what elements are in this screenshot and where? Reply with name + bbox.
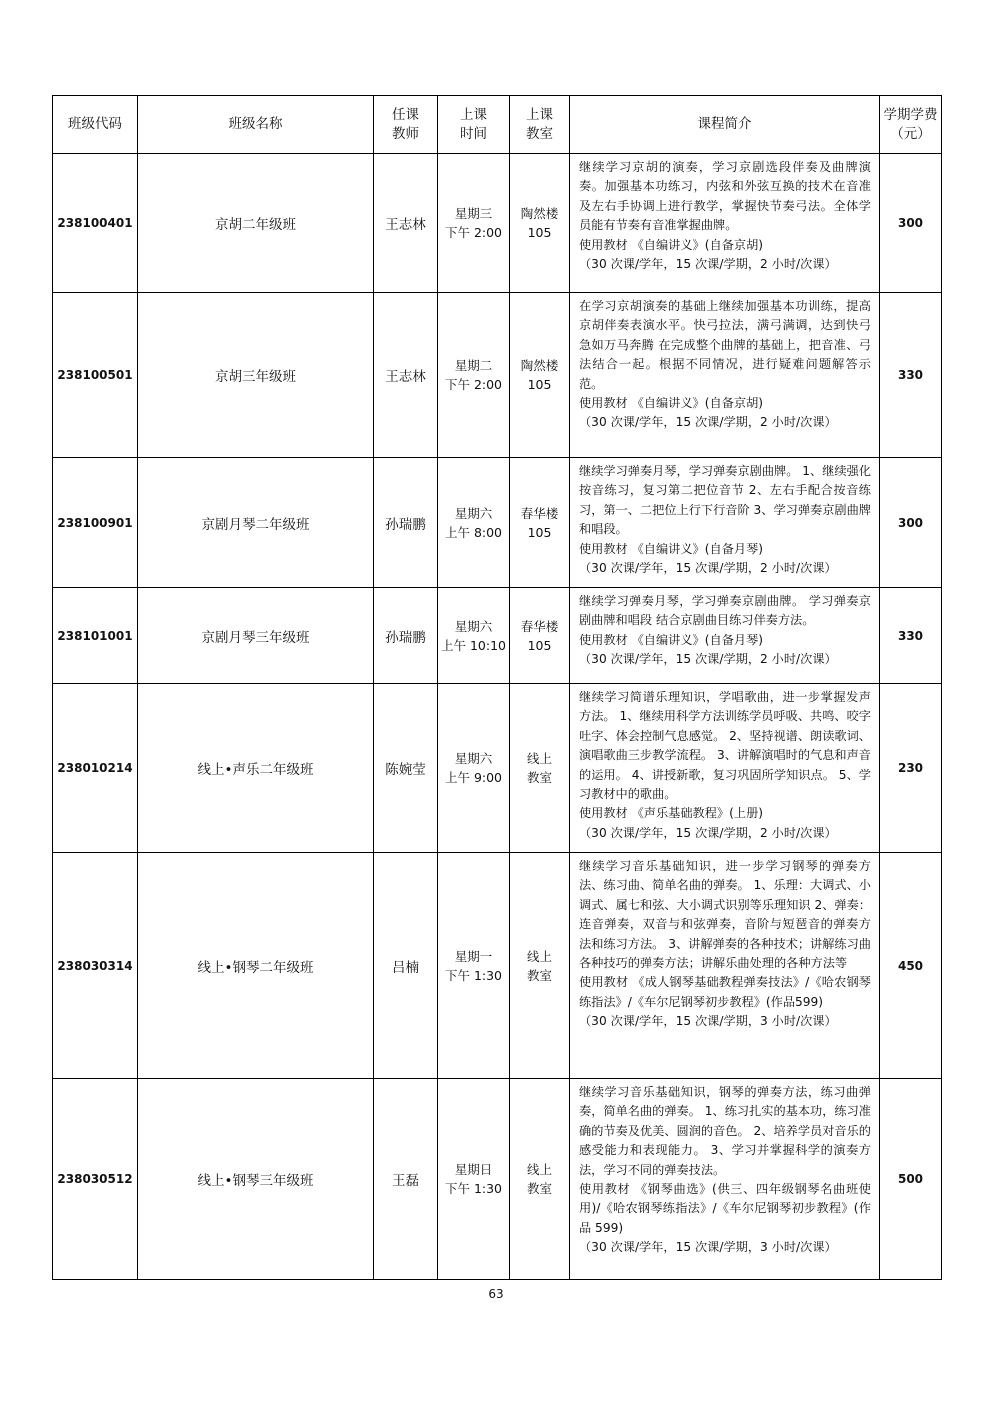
course-description: 继续学习弹奏月琴，学习弹奏京剧曲牌。 1、继续强化按音练习，复习第二把位音节 2、左右手配合按音练习，第一、二把位上行下行音阶 3、学习弹奏京剧曲牌和唱段。 使用教材 《自编讲义》(自备月琴) （30 次课/学年，15 次课/学期，2 小时/次课） — [570, 458, 880, 588]
table-row — [53, 684, 942, 853]
classroom: 线上 教室 — [510, 684, 570, 853]
header-room: 上课 教室 — [510, 96, 570, 154]
class-code: 238100501 — [53, 293, 138, 458]
classroom: 陶然楼 105 — [510, 293, 570, 458]
table-row — [53, 853, 942, 1079]
classroom: 春华楼 105 — [510, 458, 570, 588]
class-time: 星期六 上午 10:10 — [438, 588, 510, 684]
teacher-name: 孙瑞鹏 — [374, 458, 438, 588]
header-row — [53, 96, 942, 154]
classroom: 陶然楼 105 — [510, 154, 570, 293]
tuition-fee: 300 — [880, 154, 942, 293]
course-description: 继续学习音乐基础知识，进一步学习钢琴的弹奏方法、练习曲、简单名曲的弹奏。 1、乐理：大调式、小调式、属七和弦、大小调式识别等乐理知识 2、弹奏：连音弹奏，双音与和弦弹奏，音阶与短琶音的弹奏方法和练习方法。 3、讲解弹奏的各种技术；讲解练习曲各种技巧的弹奏方法；讲解乐曲处理的各种方法等 使用教材 《成人钢琴基础教程弹奏技法》/《哈农钢琴练指法》/《车尔尼钢琴初步教程》(作品599) （30 次课/学年，15 次课/学期，3 小时/次课） — [570, 853, 880, 1079]
teacher-name: 孙瑞鹏 — [374, 588, 438, 684]
class-code: 238100401 — [53, 154, 138, 293]
course-description: 继续学习简谱乐理知识，学唱歌曲，进一步掌握发声方法。 1、继续用科学方法训练学员呼吸、共鸣、咬字吐字、体会控制气息感觉。 2、坚持视谱、朗读歌词、演唱歌曲三步教学流程。 3、讲解演唱时的气息和声音的运用。 4、讲授新歌，复习巩固所学知识点。 5、学习教材中的歌曲。 使用教材 《声乐基础教程》(上册) （30 次课/学年，15 次课/学期，2 小时/次课） — [570, 684, 880, 853]
table-row — [53, 458, 942, 588]
class-time: 星期一 下午 1:30 — [438, 853, 510, 1079]
classroom: 线上 教室 — [510, 853, 570, 1079]
header-name: 班级名称 — [138, 96, 374, 154]
class-name: 线上•钢琴二年级班 — [138, 853, 374, 1079]
tuition-fee: 450 — [880, 853, 942, 1079]
course-description: 在学习京胡演奏的基础上继续加强基本功训练，提高京胡伴奏表演水平。快弓拉法，满弓满调，达到快弓急如万马奔腾 在完成整个曲牌的基础上，把音准、弓法结合一起。根据不同情况，进行疑难问题解答示范。 使用教材 《自编讲义》(自备京胡) （30 次课/学年，15 次课/学期，2 小时/次课） — [570, 293, 880, 458]
tuition-fee: 330 — [880, 293, 942, 458]
class-time: 星期二 下午 2:00 — [438, 293, 510, 458]
class-time: 星期三 下午 2:00 — [438, 154, 510, 293]
header-code: 班级代码 — [53, 96, 138, 154]
class-name: 线上•声乐二年级班 — [138, 684, 374, 853]
class-time: 星期六 上午 9:00 — [438, 684, 510, 853]
teacher-name: 王志林 — [374, 293, 438, 458]
table-row — [53, 588, 942, 684]
course-description: 继续学习弹奏月琴，学习弹奏京剧曲牌。 学习弹奏京剧曲牌和唱段 结合京剧曲目练习伴奏方法。 使用教材 《自编讲义》(自备月琴) （30 次课/学年，15 次课/学期，2 小时/次课） — [570, 588, 880, 684]
tuition-fee: 300 — [880, 458, 942, 588]
table-row — [53, 1079, 942, 1280]
class-name: 京剧月琴三年级班 — [138, 588, 374, 684]
class-code: 238030512 — [53, 1079, 138, 1280]
page-number: 63 — [488, 1287, 504, 1301]
tuition-fee: 330 — [880, 588, 942, 684]
header-time: 上课 时间 — [438, 96, 510, 154]
tuition-fee: 500 — [880, 1079, 942, 1280]
teacher-name: 陈婉莹 — [374, 684, 438, 853]
class-code: 238010214 — [53, 684, 138, 853]
table-header — [53, 96, 942, 154]
teacher-name: 王磊 — [374, 1079, 438, 1280]
class-name: 京胡二年级班 — [138, 154, 374, 293]
teacher-name: 吕楠 — [374, 853, 438, 1079]
class-code: 238030314 — [53, 853, 138, 1079]
class-name: 京剧月琴二年级班 — [138, 458, 374, 588]
course-description: 继续学习京胡的演奏，学习京剧选段伴奏及曲牌演奏。加强基本功练习，内弦和外弦互换的技术在音准及左右手协调上进行教学，掌握快节奏弓法。全体学员能有节奏有音准掌握曲牌。 使用教材 《自编讲义》(自备京胡) （30 次课/学年，15 次课/学期，2 小时/次课） — [570, 154, 880, 293]
class-code: 238100901 — [53, 458, 138, 588]
class-time: 星期六 上午 8:00 — [438, 458, 510, 588]
classroom: 春华楼 105 — [510, 588, 570, 684]
course-description: 继续学习音乐基础知识，钢琴的弹奏方法，练习曲弹奏，简单名曲的弹奏。 1、练习扎实的基本功，练习准确的节奏及优美、圆润的音色。 2、培养学员对音乐的感受能力和表现能力。 3、学习并掌握科学的演奏方法，学习不同的弹奏技法。 使用教材 《钢琴曲选》(供三、四年级钢琴名曲班使用)/《哈农钢琴练指法》/《车尔尼钢琴初步教程》(作品 599) （30 次课/学年，15 次课/学期，3 小时/次课） — [570, 1079, 880, 1280]
table-row — [53, 293, 942, 458]
class-time: 星期日 下午 1:30 — [438, 1079, 510, 1280]
classroom: 线上 教室 — [510, 1079, 570, 1280]
class-name: 京胡三年级班 — [138, 293, 374, 458]
teacher-name: 王志林 — [374, 154, 438, 293]
course-table — [52, 95, 942, 1280]
table-row — [53, 154, 942, 293]
tuition-fee: 230 — [880, 684, 942, 853]
header-desc: 课程简介 — [570, 96, 880, 154]
header-fee: 学期学费 （元） — [880, 96, 942, 154]
header-teacher: 任课 教师 — [374, 96, 438, 154]
class-code: 238101001 — [53, 588, 138, 684]
class-name: 线上•钢琴三年级班 — [138, 1079, 374, 1280]
